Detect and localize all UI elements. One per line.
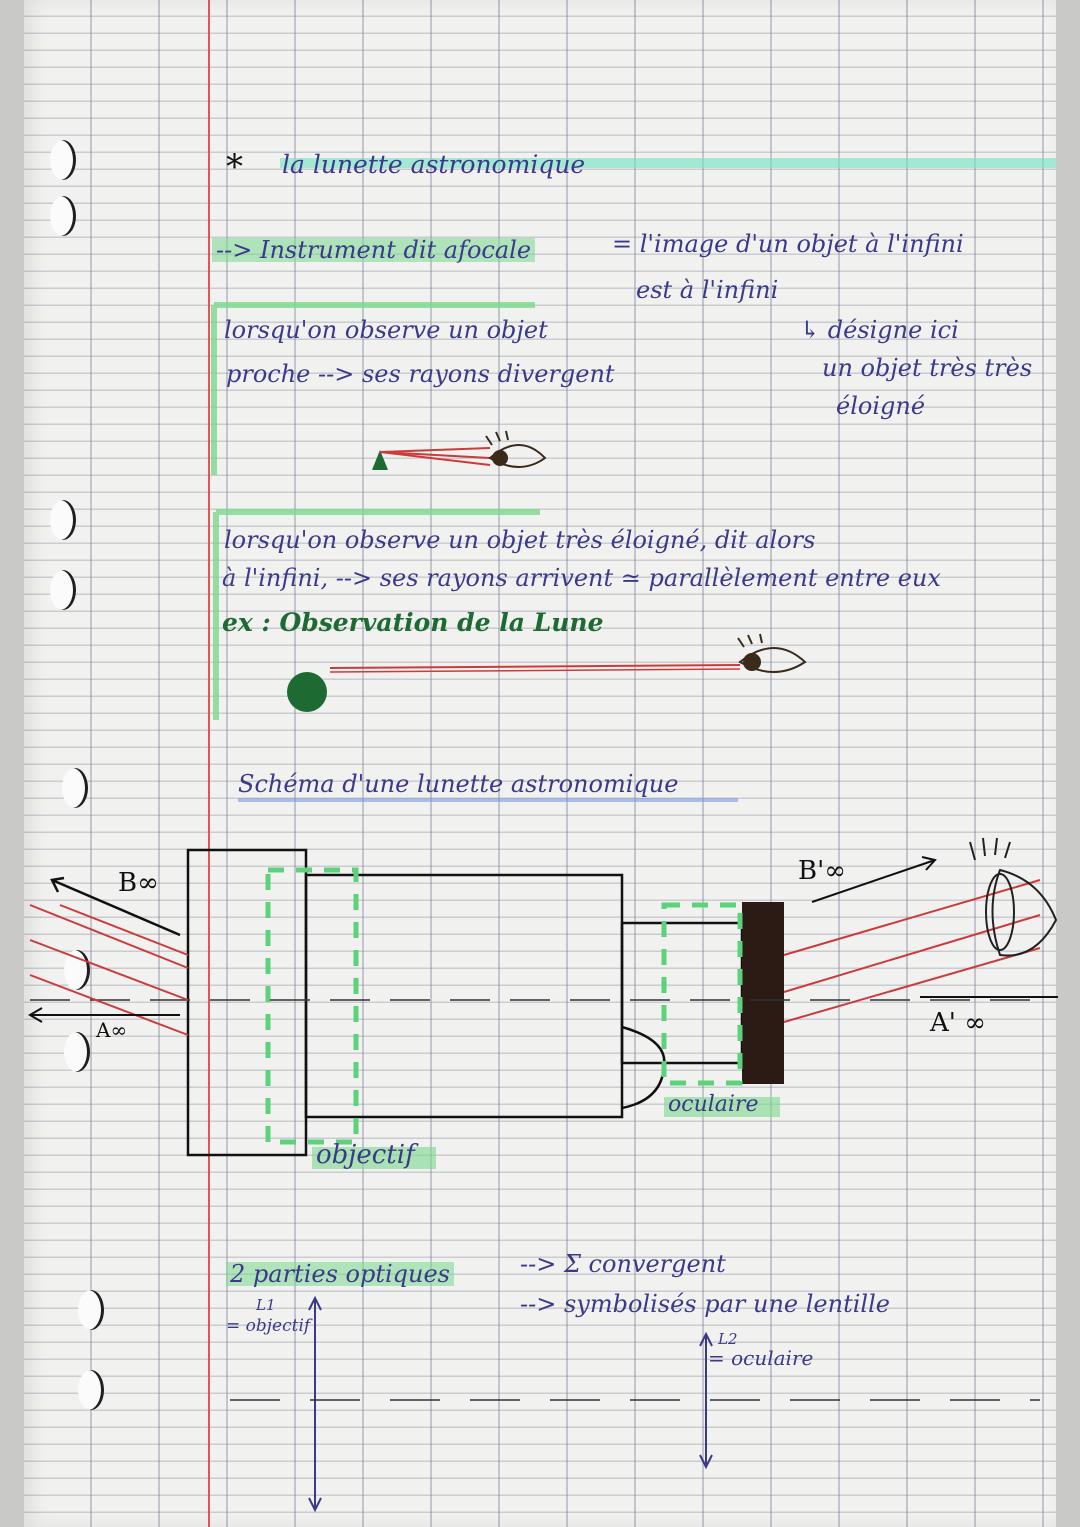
label-b-prime-inf: B'∞ [798,856,846,886]
oculaire-lens-outline [664,905,740,1083]
close-object-line2: proche --> ses rayons divergent [226,360,615,388]
title-bullet: * [226,147,243,187]
telescope-schematic [188,850,742,1155]
l2-label: L2 [718,1330,738,1348]
far-object-example: ex : Observation de la Lune [222,608,604,637]
optics-heading: 2 parties optiques [226,1262,454,1286]
telescope-tube [306,875,622,1117]
label-objectif: objectif [316,1140,415,1170]
eyepiece-lens-block [742,902,784,1084]
afocal-label: --> Instrument dit afocale [212,238,535,262]
eyepiece-curve [622,1027,664,1108]
afocal-definition-line2: est à l'infini [636,276,779,304]
close-object-line1: lorsqu'on observe un objet [224,316,548,344]
objectif-lens-outline [268,870,356,1142]
ray-divergent [380,452,490,458]
lens-l1 [309,1298,321,1510]
eyepiece-tube [622,923,742,1063]
label-oculaire: oculaire [668,1092,759,1117]
l2-name: = oculaire [708,1346,814,1370]
eye-icon [738,634,805,672]
l1-label: L1 [256,1296,276,1314]
ray-divergent [380,448,490,452]
afocal-note-line2: un objet très très [822,354,1033,382]
afocal-note-line3: éloigné [836,392,926,420]
afocal-note-line1: ↳ désigne ici [800,316,959,344]
optics-point1: --> Σ convergent [520,1250,726,1278]
optics-point2: --> symbolisés par une lentille [520,1290,890,1318]
label-a-inf: A∞ [96,1018,128,1042]
schema-title: Schéma d'une lunette astronomique [238,770,679,798]
objective-housing [188,850,306,1155]
ray-parallel [330,669,740,672]
ray-parallel [330,665,740,668]
eye-icon [486,431,545,467]
l1-name: = objectif [226,1316,311,1336]
page-title: la lunette astronomique [282,150,586,179]
far-object-line2: à l'infini, --> ses rayons arrivent ≃ parallèlement entre eux [222,564,941,592]
label-b-inf: B∞ [118,868,159,898]
far-object-line1: lorsqu'on observe un objet très éloigné, dit alors [224,526,816,554]
label-a-prime-inf: A' ∞ [930,1008,986,1038]
afocal-definition-line1: = l'image d'un objet à l'infini [612,230,964,258]
moon-icon [287,672,327,712]
ray-divergent [380,452,490,465]
